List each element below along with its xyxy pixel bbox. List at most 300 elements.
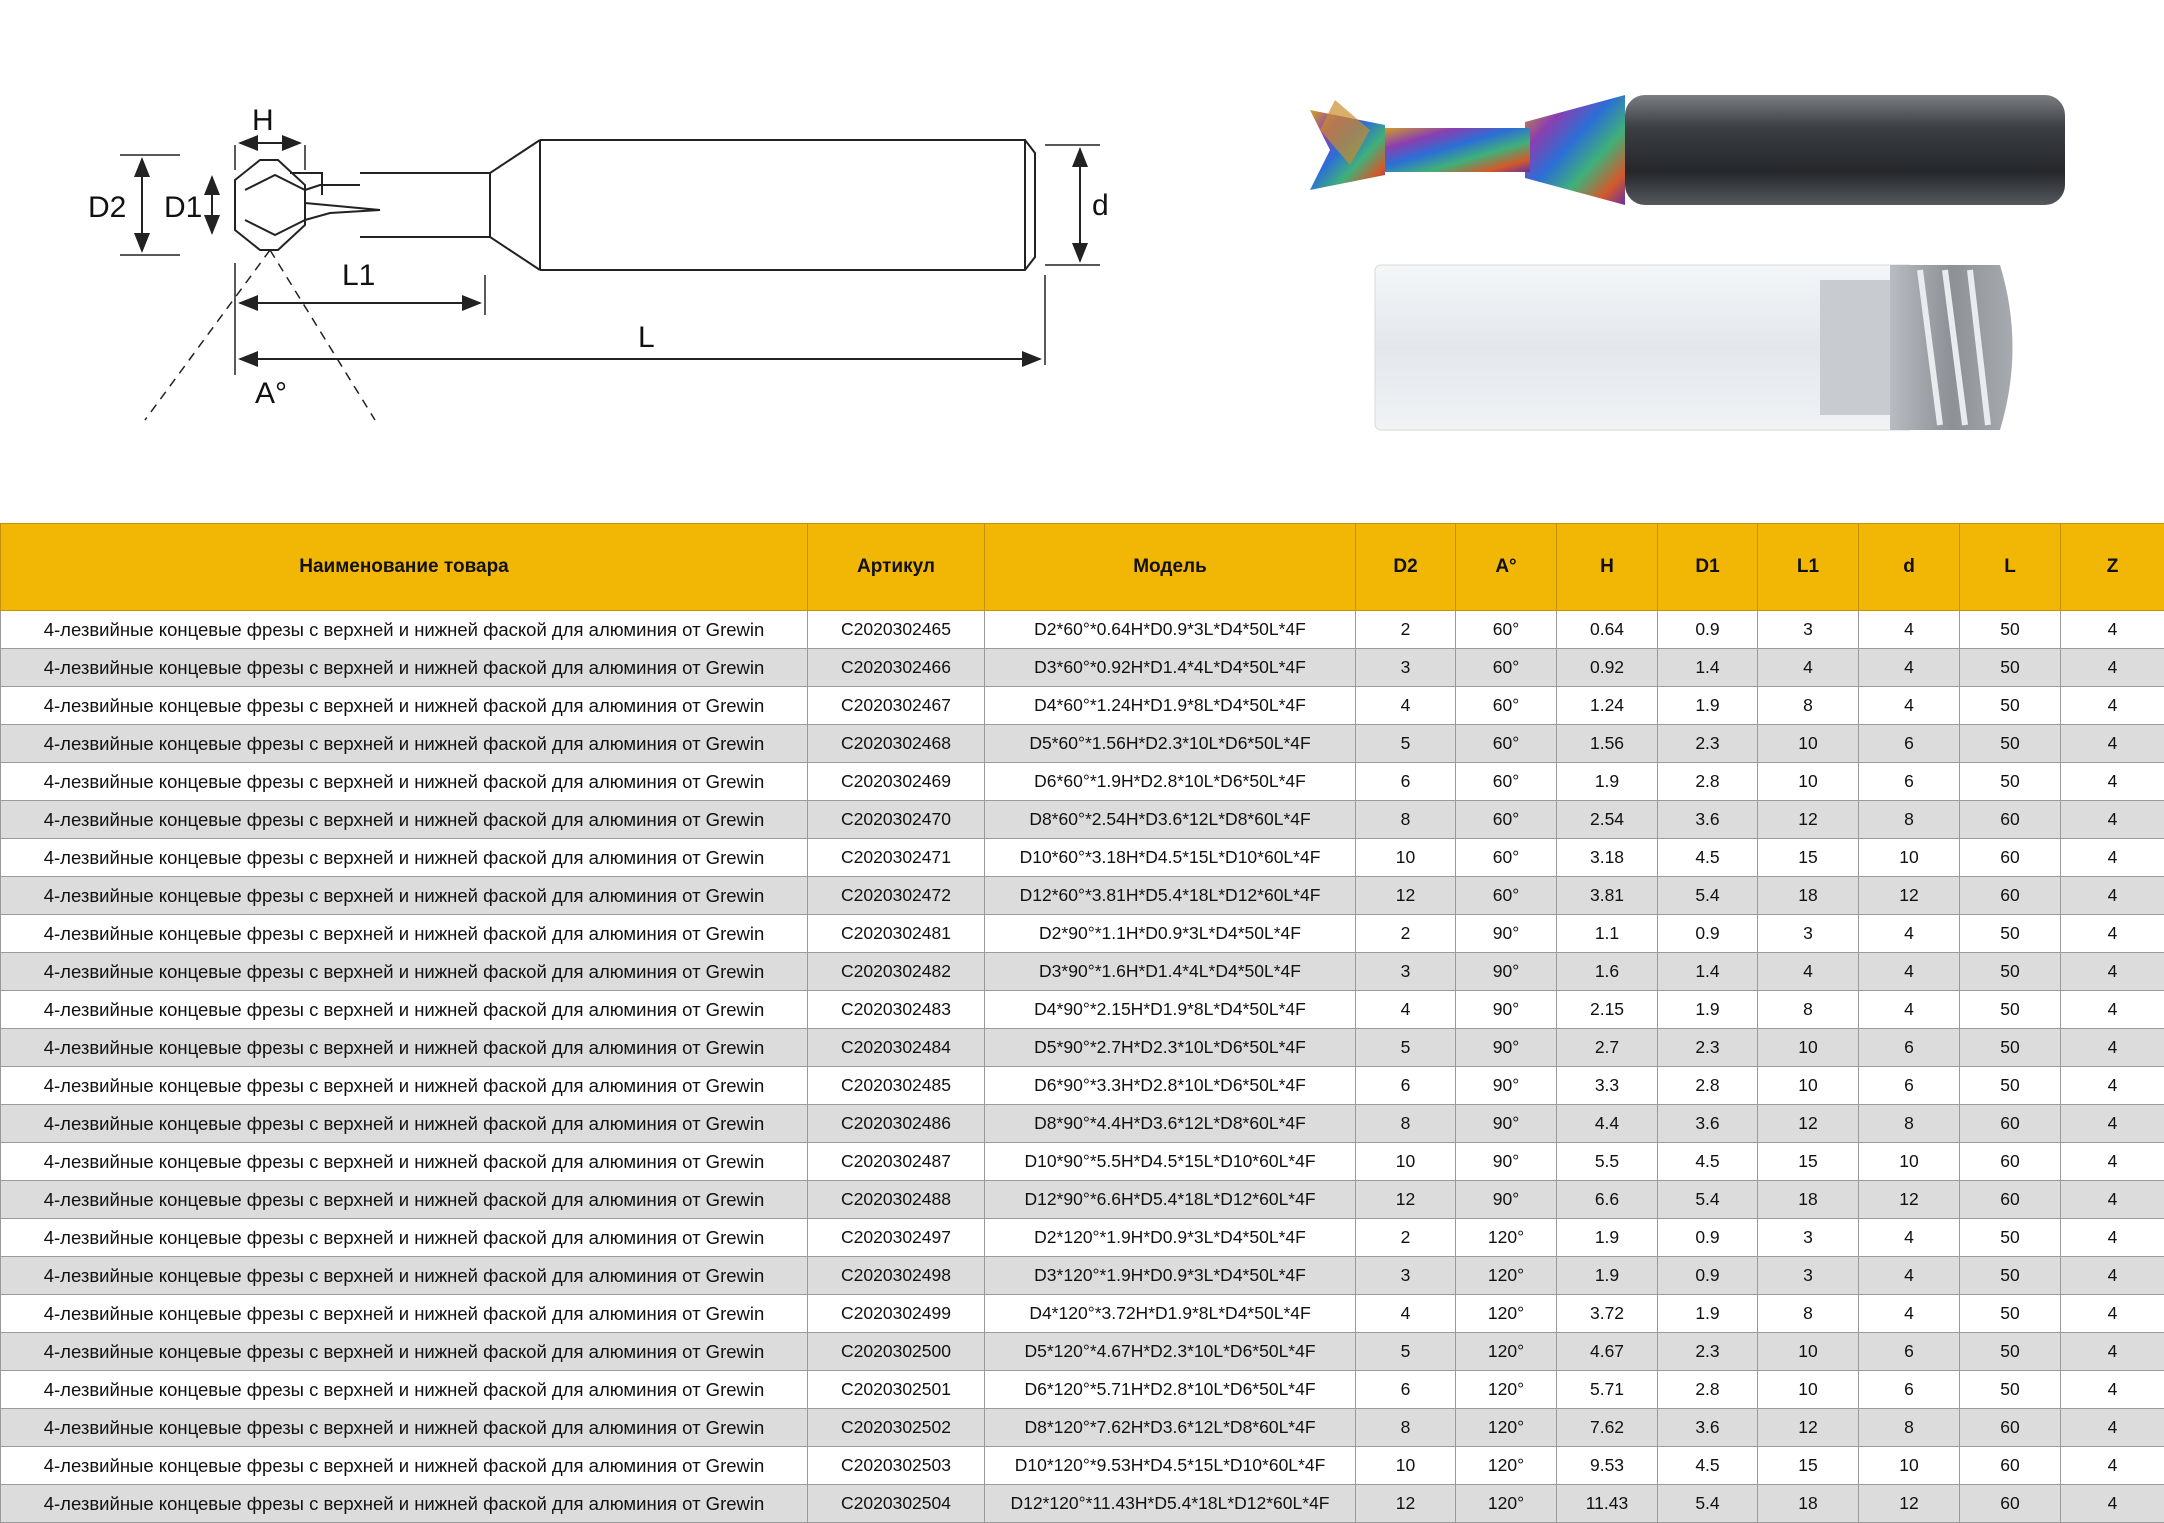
table-cell: D5*60°*1.56H*D2.3*10L*D6*50L*4F (985, 725, 1356, 763)
label-D1: D1 (164, 191, 203, 224)
table-cell: C2020302470 (808, 801, 985, 839)
table-cell: 50 (1960, 1067, 2061, 1105)
table-cell: 4 (2061, 1485, 2164, 1523)
table-cell: 2.3 (1658, 1333, 1758, 1371)
table-cell: D12*90°*6.6H*D5.4*18L*D12*60L*4F (985, 1181, 1356, 1219)
table-row (1, 1447, 2164, 1485)
table-cell: 6 (1859, 763, 1960, 801)
table-cell: 4-лезвийные концевые фрезы с верхней и нижней фаской для алюминия от Grewin (1, 1447, 808, 1485)
table-cell: C2020302472 (808, 877, 985, 915)
technical-drawing (60, 85, 1180, 445)
table-cell: 4-лезвийные концевые фрезы с верхней и нижней фаской для алюминия от Grewin (1, 801, 808, 839)
table-cell: 4-лезвийные концевые фрезы с верхней и нижней фаской для алюминия от Grewin (1, 1333, 808, 1371)
table-cell: 120° (1456, 1257, 1557, 1295)
table-cell: 12 (1859, 877, 1960, 915)
table-cell: 10 (1859, 1447, 1960, 1485)
table-cell: 2.3 (1658, 1029, 1758, 1067)
table-cell: 4 (2061, 1181, 2164, 1219)
table-cell: 0.9 (1658, 1257, 1758, 1295)
table-cell: 50 (1960, 1257, 2061, 1295)
table-cell: 60 (1960, 1143, 2061, 1181)
table-cell: 60° (1456, 763, 1557, 801)
table-cell: D3*90°*1.6H*D1.4*4L*D4*50L*4F (985, 953, 1356, 991)
table-cell: 120° (1456, 1219, 1557, 1257)
table-cell: C2020302485 (808, 1067, 985, 1105)
table-cell: 4 (1859, 1257, 1960, 1295)
table-cell: 60 (1960, 839, 2061, 877)
table-cell: D10*60°*3.18H*D4.5*15L*D10*60L*4F (985, 839, 1356, 877)
label-D2: D2 (88, 191, 127, 224)
table-cell: 8 (1758, 991, 1859, 1029)
table-cell: 50 (1960, 1219, 2061, 1257)
table-cell: C2020302465 (808, 611, 985, 649)
table-cell: 4-лезвийные концевые фрезы с верхней и нижней фаской для алюминия от Grewin (1, 649, 808, 687)
table-cell: 4-лезвийные концевые фрезы с верхней и нижней фаской для алюминия от Grewin (1, 1105, 808, 1143)
table-cell: D10*90°*5.5H*D4.5*15L*D10*60L*4F (985, 1143, 1356, 1181)
column-header: Модель (985, 524, 1356, 611)
table-row (1, 763, 2164, 801)
table-cell: 50 (1960, 687, 2061, 725)
specification-table (0, 523, 2164, 1523)
table-cell: D12*120°*11.43H*D5.4*18L*D12*60L*4F (985, 1485, 1356, 1523)
table-cell: 6 (1859, 1371, 1960, 1409)
table-cell: C2020302501 (808, 1371, 985, 1409)
table-cell: 120° (1456, 1371, 1557, 1409)
table-cell: 4 (2061, 1333, 2164, 1371)
table-cell: 1.4 (1658, 649, 1758, 687)
table-row (1, 1333, 2164, 1371)
table-cell: 4 (2061, 991, 2164, 1029)
table-cell: 3 (1356, 1257, 1456, 1295)
table-cell: 6 (1356, 763, 1456, 801)
table-cell: 0.92 (1557, 649, 1658, 687)
table-cell: 4-лезвийные концевые фрезы с верхней и нижней фаской для алюминия от Grewin (1, 1181, 808, 1219)
table-cell: 90° (1456, 991, 1557, 1029)
table-cell: 5.71 (1557, 1371, 1658, 1409)
table-cell: 4 (1859, 611, 1960, 649)
table-cell: C2020302481 (808, 915, 985, 953)
table-cell: 60 (1960, 1105, 2061, 1143)
table-cell: 4 (1356, 1295, 1456, 1333)
table-cell: 6 (1859, 1333, 1960, 1371)
table-cell: 90° (1456, 1105, 1557, 1143)
table-cell: 1.9 (1658, 991, 1758, 1029)
table-cell: 50 (1960, 915, 2061, 953)
table-row (1, 1257, 2164, 1295)
table-cell: 4.4 (1557, 1105, 1658, 1143)
table-cell: 4-лезвийные концевые фрезы с верхней и нижней фаской для алюминия от Grewin (1, 1219, 808, 1257)
table-cell: 6 (1356, 1067, 1456, 1105)
table-cell: D3*60°*0.92H*D1.4*4L*D4*50L*4F (985, 649, 1356, 687)
table-cell: 90° (1456, 1181, 1557, 1219)
table-cell: 4-лезвийные концевые фрезы с верхней и нижней фаской для алюминия от Grewin (1, 839, 808, 877)
column-header: H (1557, 524, 1658, 611)
table-row (1, 725, 2164, 763)
table-cell: 1.4 (1658, 953, 1758, 991)
table-cell: 60° (1456, 877, 1557, 915)
table-cell: 3 (1356, 953, 1456, 991)
table-cell: 4-лезвийные концевые фрезы с верхней и нижней фаской для алюминия от Grewin (1, 1409, 808, 1447)
table-cell: 12 (1758, 1409, 1859, 1447)
table-cell: 4 (2061, 763, 2164, 801)
table-cell: 1.9 (1557, 1219, 1658, 1257)
table-cell: C2020302497 (808, 1219, 985, 1257)
table-cell: 4 (2061, 1295, 2164, 1333)
table-cell: C2020302499 (808, 1295, 985, 1333)
table-cell: C2020302467 (808, 687, 985, 725)
table-cell: 60° (1456, 801, 1557, 839)
table-cell: C2020302504 (808, 1485, 985, 1523)
table-cell: D5*120°*4.67H*D2.3*10L*D6*50L*4F (985, 1333, 1356, 1371)
table-row (1, 649, 2164, 687)
table-cell: 2.8 (1658, 763, 1758, 801)
table-cell: 4 (1758, 649, 1859, 687)
table-cell: 4-лезвийные концевые фрезы с верхней и нижней фаской для алюминия от Grewin (1, 611, 808, 649)
table-cell: 12 (1356, 1181, 1456, 1219)
table-cell: 3 (1758, 1219, 1859, 1257)
table-cell: 8 (1356, 801, 1456, 839)
table-cell: 60 (1960, 1485, 2061, 1523)
table-cell: C2020302482 (808, 953, 985, 991)
table-cell: 50 (1960, 611, 2061, 649)
table-cell: 4-лезвийные концевые фрезы с верхней и нижней фаской для алюминия от Grewin (1, 1257, 808, 1295)
table-cell: 4-лезвийные концевые фрезы с верхней и нижней фаской для алюминия от Grewin (1, 725, 808, 763)
table-cell: 3.3 (1557, 1067, 1658, 1105)
table-cell: 4-лезвийные концевые фрезы с верхней и нижней фаской для алюминия от Grewin (1, 953, 808, 991)
column-header: D1 (1658, 524, 1758, 611)
table-cell: 0.9 (1658, 611, 1758, 649)
table-cell: 4.67 (1557, 1333, 1658, 1371)
table-cell: 10 (1758, 1333, 1859, 1371)
table-cell: 4 (2061, 1029, 2164, 1067)
table-cell: 120° (1456, 1409, 1557, 1447)
table-cell: 120° (1456, 1485, 1557, 1523)
table-row (1, 839, 2164, 877)
table-cell: 4 (2061, 953, 2164, 991)
table-cell: 10 (1859, 839, 1960, 877)
table-cell: 50 (1960, 1029, 2061, 1067)
table-cell: 4-лезвийные концевые фрезы с верхней и нижней фаской для алюминия от Grewin (1, 991, 808, 1029)
table-cell: 60° (1456, 687, 1557, 725)
table-cell: 4 (1859, 687, 1960, 725)
table-cell: 18 (1758, 1181, 1859, 1219)
table-cell: D5*90°*2.7H*D2.3*10L*D6*50L*4F (985, 1029, 1356, 1067)
table-cell: 60 (1960, 1181, 2061, 1219)
table-header-row (1, 524, 2164, 611)
table-cell: 1.9 (1658, 1295, 1758, 1333)
table-cell: 2.7 (1557, 1029, 1658, 1067)
table-cell: 15 (1758, 1447, 1859, 1485)
label-L: L (638, 321, 655, 354)
table-cell: 4 (1356, 991, 1456, 1029)
table-cell: 4 (1758, 953, 1859, 991)
column-header: Артикул (808, 524, 985, 611)
table-cell: C2020302500 (808, 1333, 985, 1371)
table-cell: 0.64 (1557, 611, 1658, 649)
table-cell: 2.15 (1557, 991, 1658, 1029)
table-row (1, 1105, 2164, 1143)
table-cell: 4 (1356, 687, 1456, 725)
shank-outline (540, 140, 1035, 270)
column-header: A° (1456, 524, 1557, 611)
table-cell: 8 (1758, 687, 1859, 725)
table-cell: D4*120°*3.72H*D1.9*8L*D4*50L*4F (985, 1295, 1356, 1333)
table-cell: 4 (1859, 953, 1960, 991)
table-row (1, 1067, 2164, 1105)
table-cell: 10 (1758, 725, 1859, 763)
table-cell: 50 (1960, 1371, 2061, 1409)
table-cell: 4 (2061, 1257, 2164, 1295)
table-cell: 4 (2061, 1371, 2164, 1409)
table-cell: 3 (1758, 915, 1859, 953)
table-cell: 8 (1356, 1409, 1456, 1447)
table-cell: 60° (1456, 839, 1557, 877)
table-cell: 7.62 (1557, 1409, 1658, 1447)
table-cell: 4 (2061, 687, 2164, 725)
table-cell: 90° (1456, 1029, 1557, 1067)
table-cell: 5.5 (1557, 1143, 1658, 1181)
packaging-tube-photo (1360, 255, 2040, 440)
end-mill-photo (1290, 70, 2080, 240)
table-cell: 4-лезвийные концевые фрезы с верхней и нижней фаской для алюминия от Grewin (1, 1371, 808, 1409)
table-cell: C2020302486 (808, 1105, 985, 1143)
table-cell: 60 (1960, 1447, 2061, 1485)
table-cell: 4.5 (1658, 1143, 1758, 1181)
table-cell: 15 (1758, 1143, 1859, 1181)
table-cell: 50 (1960, 649, 2061, 687)
table-cell: 4-лезвийные концевые фрезы с верхней и нижней фаской для алюминия от Grewin (1, 687, 808, 725)
table-cell: 2.54 (1557, 801, 1658, 839)
column-header: D2 (1356, 524, 1456, 611)
table-cell: 1.24 (1557, 687, 1658, 725)
table-cell: 120° (1456, 1447, 1557, 1485)
table-cell: 50 (1960, 1333, 2061, 1371)
table-cell: 10 (1758, 1029, 1859, 1067)
table-cell: 60 (1960, 801, 2061, 839)
column-header: L1 (1758, 524, 1859, 611)
table-cell: 6 (1859, 1029, 1960, 1067)
table-cell: 4 (2061, 1105, 2164, 1143)
table-cell: 5.4 (1658, 1485, 1758, 1523)
table-cell: 50 (1960, 725, 2061, 763)
table-cell: 10 (1356, 839, 1456, 877)
table-cell: 4-лезвийные концевые фрезы с верхней и нижней фаской для алюминия от Grewin (1, 763, 808, 801)
table-cell: 2.8 (1658, 1371, 1758, 1409)
table-cell: 90° (1456, 1143, 1557, 1181)
table-cell: 12 (1758, 801, 1859, 839)
table-cell: 4 (2061, 801, 2164, 839)
table-cell: 4 (2061, 1447, 2164, 1485)
table-cell: 5 (1356, 1333, 1456, 1371)
table-cell: 11.43 (1557, 1485, 1658, 1523)
table-row (1, 991, 2164, 1029)
table-cell: C2020302471 (808, 839, 985, 877)
table-cell: 3.72 (1557, 1295, 1658, 1333)
table-cell: 120° (1456, 1295, 1557, 1333)
table-cell: 15 (1758, 839, 1859, 877)
table-cell: 4 (2061, 915, 2164, 953)
table-cell: D2*60°*0.64H*D0.9*3L*D4*50L*4F (985, 611, 1356, 649)
table-cell: 60° (1456, 611, 1557, 649)
table-cell: 120° (1456, 1333, 1557, 1371)
table-row (1, 1485, 2164, 1523)
table-row (1, 1295, 2164, 1333)
table-cell: D2*90°*1.1H*D0.9*3L*D4*50L*4F (985, 915, 1356, 953)
table-cell: 3.6 (1658, 1105, 1758, 1143)
table-cell: 90° (1456, 1067, 1557, 1105)
table-cell: 4-лезвийные концевые фрезы с верхней и нижней фаской для алюминия от Grewin (1, 1143, 808, 1181)
table-cell: 4 (2061, 725, 2164, 763)
table-cell: 4 (2061, 1219, 2164, 1257)
table-cell: 50 (1960, 1295, 2061, 1333)
table-cell: 6 (1356, 1371, 1456, 1409)
table-cell: 10 (1859, 1143, 1960, 1181)
table-cell: D3*120°*1.9H*D0.9*3L*D4*50L*4F (985, 1257, 1356, 1295)
table-cell: 8 (1356, 1105, 1456, 1143)
table-cell: 6.6 (1557, 1181, 1658, 1219)
table-cell: 4 (2061, 1067, 2164, 1105)
table-cell: 3.6 (1658, 1409, 1758, 1447)
table-cell: 0.9 (1658, 915, 1758, 953)
table-cell: 5 (1356, 725, 1456, 763)
table-row (1, 611, 2164, 649)
table-cell: 3 (1356, 649, 1456, 687)
table-cell: 5 (1356, 1029, 1456, 1067)
table-cell: 6 (1859, 725, 1960, 763)
table-cell: 4-лезвийные концевые фрезы с верхней и нижней фаской для алюминия от Grewin (1, 1485, 808, 1523)
table-cell: C2020302502 (808, 1409, 985, 1447)
table-cell: 4 (2061, 611, 2164, 649)
column-header: L (1960, 524, 2061, 611)
table-cell: 2 (1356, 611, 1456, 649)
table-cell: 8 (1758, 1295, 1859, 1333)
table-cell: D10*120°*9.53H*D4.5*15L*D10*60L*4F (985, 1447, 1356, 1485)
table-cell: 3.6 (1658, 801, 1758, 839)
table-cell: 60 (1960, 1409, 2061, 1447)
table-cell: 5.4 (1658, 877, 1758, 915)
table-cell: D2*120°*1.9H*D0.9*3L*D4*50L*4F (985, 1219, 1356, 1257)
table-cell: D8*120°*7.62H*D3.6*12L*D8*60L*4F (985, 1409, 1356, 1447)
table-cell: 10 (1356, 1143, 1456, 1181)
table-cell: 18 (1758, 877, 1859, 915)
table-cell: 4 (1859, 915, 1960, 953)
table-row (1, 1029, 2164, 1067)
table-cell: 10 (1758, 763, 1859, 801)
table-cell: 12 (1859, 1485, 1960, 1523)
table-cell: D8*60°*2.54H*D3.6*12L*D8*60L*4F (985, 801, 1356, 839)
label-H: H (252, 104, 274, 137)
table-cell: 4.5 (1658, 839, 1758, 877)
table-cell: 2.8 (1658, 1067, 1758, 1105)
table-cell: 12 (1356, 1485, 1456, 1523)
table-cell: 4 (2061, 1409, 2164, 1447)
table-cell: 6 (1859, 1067, 1960, 1105)
table-cell: 50 (1960, 953, 2061, 991)
table-row (1, 915, 2164, 953)
label-d: d (1092, 189, 1109, 222)
table-row (1, 1409, 2164, 1447)
table-cell: 10 (1356, 1447, 1456, 1485)
label-L1: L1 (342, 259, 376, 292)
table-cell: 3 (1758, 611, 1859, 649)
table-cell: 4 (1859, 649, 1960, 687)
table-row (1, 687, 2164, 725)
table-cell: 60 (1960, 877, 2061, 915)
table-row (1, 1219, 2164, 1257)
table-cell: 4-лезвийные концевые фрезы с верхней и нижней фаской для алюминия от Grewin (1, 1029, 808, 1067)
table-cell: 3.18 (1557, 839, 1658, 877)
table-cell: 3.81 (1557, 877, 1658, 915)
label-A: A° (255, 377, 288, 410)
table-cell: 90° (1456, 915, 1557, 953)
table-row (1, 877, 2164, 915)
table-cell: C2020302484 (808, 1029, 985, 1067)
table-cell: 2.3 (1658, 725, 1758, 763)
column-header: d (1859, 524, 1960, 611)
table-cell: C2020302483 (808, 991, 985, 1029)
column-header: Z (2061, 524, 2164, 611)
table-cell: C2020302466 (808, 649, 985, 687)
table-cell: 50 (1960, 991, 2061, 1029)
table-cell: D6*120°*5.71H*D2.8*10L*D6*50L*4F (985, 1371, 1356, 1409)
table-cell: 2 (1356, 1219, 1456, 1257)
table-cell: 4-лезвийные концевые фрезы с верхней и нижней фаской для алюминия от Grewin (1, 1067, 808, 1105)
table-cell: 12 (1356, 877, 1456, 915)
table-cell: D6*60°*1.9H*D2.8*10L*D6*50L*4F (985, 763, 1356, 801)
table-row (1, 953, 2164, 991)
table-cell: 4.5 (1658, 1447, 1758, 1485)
table-cell: 90° (1456, 953, 1557, 991)
table-cell: 60° (1456, 649, 1557, 687)
table-cell: 1.56 (1557, 725, 1658, 763)
table-cell: 9.53 (1557, 1447, 1658, 1485)
table-row (1, 1143, 2164, 1181)
table-cell: 4 (1859, 991, 1960, 1029)
table-cell: 60° (1456, 725, 1557, 763)
table-cell: 8 (1859, 801, 1960, 839)
table-cell: 4-лезвийные концевые фрезы с верхней и нижней фаской для алюминия от Grewin (1, 877, 808, 915)
table-cell: D4*60°*1.24H*D1.9*8L*D4*50L*4F (985, 687, 1356, 725)
table-cell: D8*90°*4.4H*D3.6*12L*D8*60L*4F (985, 1105, 1356, 1143)
table-cell: D6*90°*3.3H*D2.8*10L*D6*50L*4F (985, 1067, 1356, 1105)
table-cell: 1.6 (1557, 953, 1658, 991)
table-row (1, 1181, 2164, 1219)
table-cell: 8 (1859, 1105, 1960, 1143)
table-cell: 8 (1859, 1409, 1960, 1447)
table-cell: 10 (1758, 1371, 1859, 1409)
table-cell: 4 (1859, 1295, 1960, 1333)
table-cell: 4-лезвийные концевые фрезы с верхней и нижней фаской для алюминия от Grewin (1, 915, 808, 953)
table-cell: D12*60°*3.81H*D5.4*18L*D12*60L*4F (985, 877, 1356, 915)
column-header: Наименование товара (1, 524, 808, 611)
table-cell: 10 (1758, 1067, 1859, 1105)
table-cell: 1.9 (1658, 687, 1758, 725)
table-cell: 2 (1356, 915, 1456, 953)
table-cell: C2020302498 (808, 1257, 985, 1295)
table-cell: C2020302469 (808, 763, 985, 801)
table-cell: C2020302503 (808, 1447, 985, 1485)
table-cell: 1.9 (1557, 1257, 1658, 1295)
table-cell: C2020302468 (808, 725, 985, 763)
table-cell: 5.4 (1658, 1181, 1758, 1219)
table-cell: 12 (1758, 1105, 1859, 1143)
table-cell: 4 (2061, 839, 2164, 877)
table-cell: D4*90°*2.15H*D1.9*8L*D4*50L*4F (985, 991, 1356, 1029)
table-row (1, 1371, 2164, 1409)
table-cell: 0.9 (1658, 1219, 1758, 1257)
table-cell: 18 (1758, 1485, 1859, 1523)
table-cell: 4 (2061, 649, 2164, 687)
